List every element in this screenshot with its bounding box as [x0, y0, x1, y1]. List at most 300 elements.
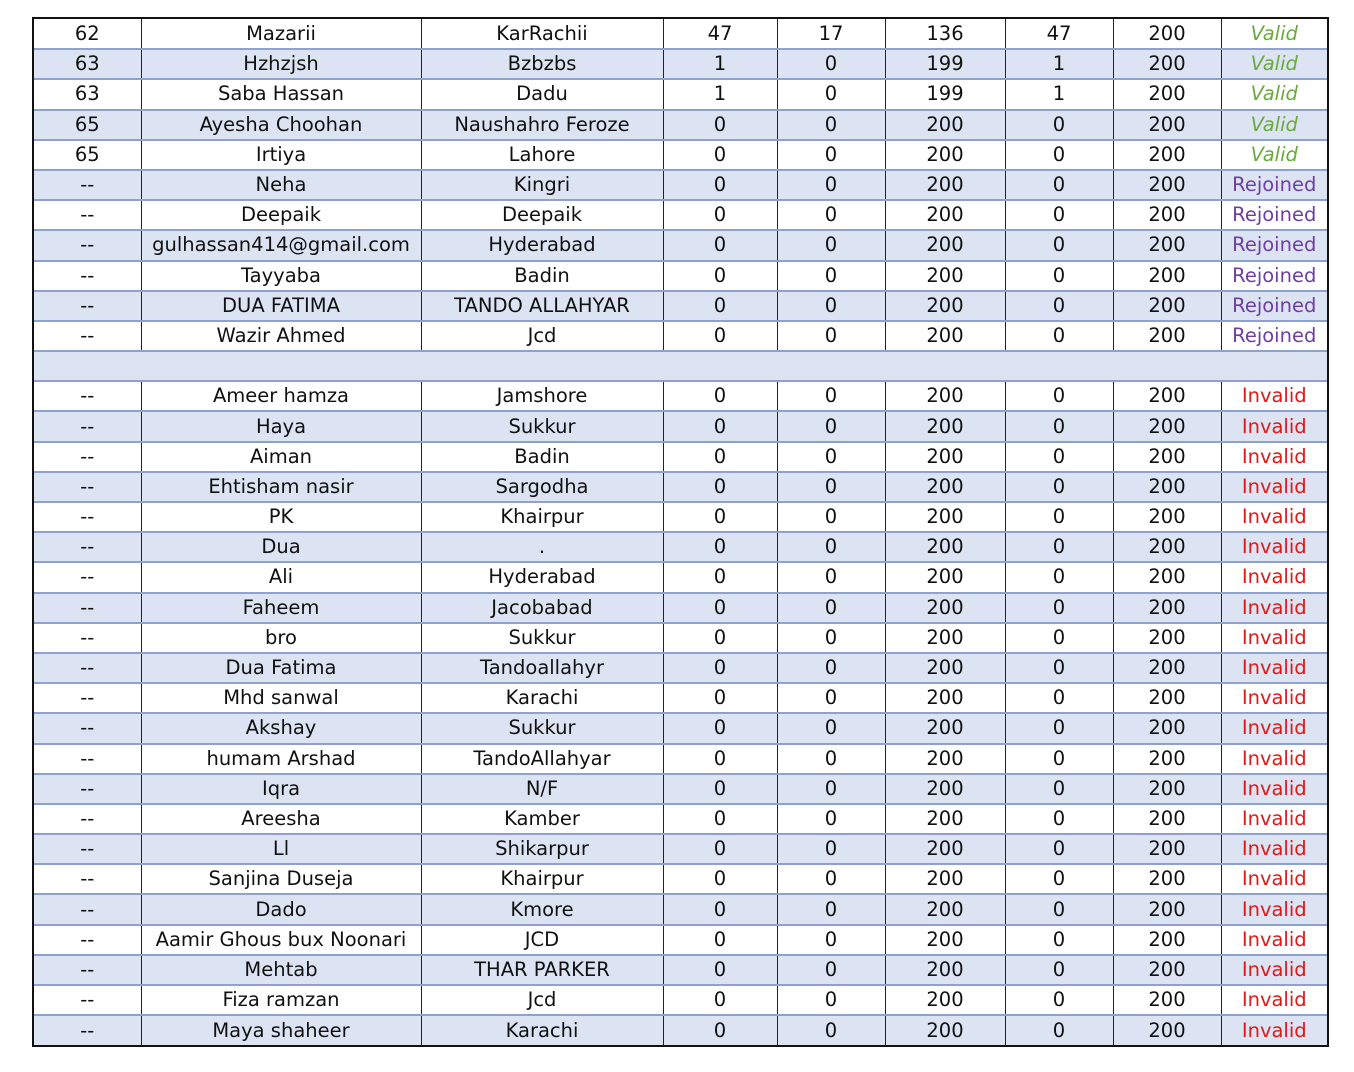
value-cell-4: 0	[1005, 774, 1113, 804]
status-cell: Invalid	[1221, 985, 1327, 1015]
name-cell: Ll	[141, 834, 421, 864]
total-cell: 200	[1113, 894, 1221, 924]
city-cell: Khairpur	[421, 502, 663, 532]
rank-cell: --	[34, 472, 141, 502]
total-cell: 200	[1113, 381, 1221, 411]
status-cell: Invalid	[1221, 834, 1327, 864]
value-cell-1: 0	[663, 140, 777, 170]
total-cell: 200	[1113, 653, 1221, 683]
value-cell-2: 0	[777, 79, 885, 109]
value-cell-4: 0	[1005, 925, 1113, 955]
total-cell: 200	[1113, 19, 1221, 49]
status-cell: Valid	[1221, 140, 1327, 170]
value-cell-2: 0	[777, 804, 885, 834]
status-cell: Invalid	[1221, 925, 1327, 955]
value-cell-1: 0	[663, 653, 777, 683]
value-cell-2: 0	[777, 894, 885, 924]
status-cell: Valid	[1221, 110, 1327, 140]
name-cell: Maya shaheer	[141, 1015, 421, 1045]
name-cell: Aamir Ghous bux Noonari	[141, 925, 421, 955]
table-row	[34, 562, 1327, 592]
status-cell: Rejoined	[1221, 230, 1327, 260]
name-cell: Mazarii	[141, 19, 421, 49]
value-cell-2: 0	[777, 381, 885, 411]
table-row	[34, 19, 1327, 49]
table-row	[34, 110, 1327, 140]
name-cell: Dua Fatima	[141, 653, 421, 683]
separator-row	[34, 351, 1327, 381]
status-cell: Invalid	[1221, 502, 1327, 532]
value-cell-3: 200	[885, 381, 1005, 411]
total-cell: 200	[1113, 774, 1221, 804]
table-row	[34, 593, 1327, 623]
city-cell: Shikarpur	[421, 834, 663, 864]
status-cell: Invalid	[1221, 593, 1327, 623]
value-cell-2: 0	[777, 653, 885, 683]
value-cell-1: 0	[663, 774, 777, 804]
table-row	[34, 864, 1327, 894]
name-cell: Fiza ramzan	[141, 985, 421, 1015]
status-cell: Invalid	[1221, 1015, 1327, 1045]
name-cell: Irtiya	[141, 140, 421, 170]
table-row	[34, 170, 1327, 200]
name-cell: Akshay	[141, 713, 421, 743]
value-cell-2: 0	[777, 562, 885, 592]
value-cell-2: 0	[777, 321, 885, 351]
value-cell-2: 0	[777, 623, 885, 653]
value-cell-3: 200	[885, 170, 1005, 200]
status-cell: Valid	[1221, 79, 1327, 109]
value-cell-1: 0	[663, 894, 777, 924]
city-cell: Kamber	[421, 804, 663, 834]
rank-cell: 63	[34, 79, 141, 109]
value-cell-1: 0	[663, 261, 777, 291]
table-row	[34, 532, 1327, 562]
table-row	[34, 472, 1327, 502]
city-cell: TandoAllahyar	[421, 744, 663, 774]
city-cell: Sargodha	[421, 472, 663, 502]
city-cell: Bzbzbs	[421, 49, 663, 79]
status-cell: Invalid	[1221, 864, 1327, 894]
value-cell-3: 200	[885, 502, 1005, 532]
city-cell: TANDO ALLAHYAR	[421, 291, 663, 321]
value-cell-2: 0	[777, 744, 885, 774]
total-cell: 200	[1113, 623, 1221, 653]
total-cell: 200	[1113, 261, 1221, 291]
rank-cell: --	[34, 834, 141, 864]
value-cell-3: 136	[885, 19, 1005, 49]
table-row	[34, 502, 1327, 532]
value-cell-3: 200	[885, 894, 1005, 924]
city-cell: Badin	[421, 442, 663, 472]
rank-cell: --	[34, 1015, 141, 1045]
value-cell-1: 0	[663, 683, 777, 713]
table-row	[34, 955, 1327, 985]
table-row	[34, 925, 1327, 955]
value-cell-3: 200	[885, 411, 1005, 441]
value-cell-4: 0	[1005, 985, 1113, 1015]
name-cell: PK	[141, 502, 421, 532]
city-cell: Sukkur	[421, 411, 663, 441]
status-cell: Rejoined	[1221, 261, 1327, 291]
value-cell-3: 200	[885, 230, 1005, 260]
value-cell-3: 200	[885, 744, 1005, 774]
total-cell: 200	[1113, 321, 1221, 351]
status-cell: Rejoined	[1221, 200, 1327, 230]
name-cell: Dado	[141, 894, 421, 924]
status-cell: Invalid	[1221, 804, 1327, 834]
value-cell-4: 0	[1005, 593, 1113, 623]
city-cell: Sukkur	[421, 623, 663, 653]
city-cell: JCD	[421, 925, 663, 955]
total-cell: 200	[1113, 562, 1221, 592]
value-cell-4: 0	[1005, 321, 1113, 351]
total-cell: 200	[1113, 1015, 1221, 1045]
name-cell: Areesha	[141, 804, 421, 834]
city-cell: Kmore	[421, 894, 663, 924]
city-cell: Hyderabad	[421, 230, 663, 260]
status-cell: Invalid	[1221, 562, 1327, 592]
total-cell: 200	[1113, 230, 1221, 260]
total-cell: 200	[1113, 472, 1221, 502]
rank-cell: --	[34, 623, 141, 653]
value-cell-4: 0	[1005, 562, 1113, 592]
value-cell-2: 0	[777, 200, 885, 230]
table-row	[34, 713, 1327, 743]
value-cell-2: 0	[777, 230, 885, 260]
status-cell: Invalid	[1221, 442, 1327, 472]
status-cell: Valid	[1221, 49, 1327, 79]
name-cell: Ehtisham nasir	[141, 472, 421, 502]
value-cell-1: 1	[663, 79, 777, 109]
value-cell-4: 1	[1005, 49, 1113, 79]
table-row	[34, 321, 1327, 351]
city-cell: Badin	[421, 261, 663, 291]
status-cell: Rejoined	[1221, 291, 1327, 321]
value-cell-3: 200	[885, 804, 1005, 834]
city-cell: Kingri	[421, 170, 663, 200]
value-cell-1: 0	[663, 593, 777, 623]
value-cell-2: 0	[777, 110, 885, 140]
rank-cell: --	[34, 261, 141, 291]
rank-cell: --	[34, 200, 141, 230]
table-row	[34, 894, 1327, 924]
status-cell: Invalid	[1221, 683, 1327, 713]
value-cell-1: 0	[663, 442, 777, 472]
value-cell-1: 0	[663, 804, 777, 834]
value-cell-4: 0	[1005, 955, 1113, 985]
value-cell-3: 200	[885, 110, 1005, 140]
value-cell-4: 0	[1005, 864, 1113, 894]
value-cell-1: 0	[663, 532, 777, 562]
value-cell-4: 0	[1005, 381, 1113, 411]
city-cell: Sukkur	[421, 713, 663, 743]
status-cell: Invalid	[1221, 472, 1327, 502]
status-cell: Invalid	[1221, 381, 1327, 411]
value-cell-2: 0	[777, 834, 885, 864]
status-cell: Invalid	[1221, 713, 1327, 743]
rank-cell: --	[34, 170, 141, 200]
table-row	[34, 411, 1327, 441]
name-cell: Ali	[141, 562, 421, 592]
total-cell: 200	[1113, 985, 1221, 1015]
total-cell: 200	[1113, 411, 1221, 441]
value-cell-3: 200	[885, 1015, 1005, 1045]
city-cell: Naushahro Feroze	[421, 110, 663, 140]
value-cell-1: 0	[663, 955, 777, 985]
table-row	[34, 653, 1327, 683]
rank-cell: --	[34, 713, 141, 743]
value-cell-4: 0	[1005, 411, 1113, 441]
name-cell: gulhassan414@gmail.com	[141, 230, 421, 260]
total-cell: 200	[1113, 140, 1221, 170]
results-table	[34, 19, 1327, 1045]
city-cell: Dadu	[421, 79, 663, 109]
name-cell: Mehtab	[141, 955, 421, 985]
total-cell: 200	[1113, 442, 1221, 472]
rank-cell: 63	[34, 49, 141, 79]
value-cell-4: 0	[1005, 532, 1113, 562]
value-cell-1: 0	[663, 472, 777, 502]
value-cell-1: 0	[663, 562, 777, 592]
city-cell: N/F	[421, 774, 663, 804]
value-cell-2: 0	[777, 140, 885, 170]
value-cell-1: 0	[663, 713, 777, 743]
table-row	[34, 442, 1327, 472]
value-cell-4: 0	[1005, 834, 1113, 864]
rank-cell: --	[34, 894, 141, 924]
value-cell-2: 17	[777, 19, 885, 49]
value-cell-3: 200	[885, 653, 1005, 683]
rank-cell: --	[34, 321, 141, 351]
value-cell-3: 199	[885, 49, 1005, 79]
status-cell: Invalid	[1221, 653, 1327, 683]
value-cell-4: 0	[1005, 894, 1113, 924]
status-cell: Invalid	[1221, 532, 1327, 562]
value-cell-2: 0	[777, 170, 885, 200]
table-row	[34, 261, 1327, 291]
value-cell-1: 0	[663, 925, 777, 955]
value-cell-2: 0	[777, 291, 885, 321]
value-cell-1: 47	[663, 19, 777, 49]
value-cell-3: 200	[885, 985, 1005, 1015]
total-cell: 200	[1113, 955, 1221, 985]
status-cell: Invalid	[1221, 774, 1327, 804]
value-cell-1: 0	[663, 411, 777, 441]
total-cell: 200	[1113, 110, 1221, 140]
table-row	[34, 79, 1327, 109]
rank-cell: --	[34, 925, 141, 955]
value-cell-2: 0	[777, 1015, 885, 1045]
name-cell: Wazir Ahmed	[141, 321, 421, 351]
value-cell-4: 0	[1005, 170, 1113, 200]
city-cell: THAR PARKER	[421, 955, 663, 985]
results-sheet	[32, 17, 1329, 1047]
rank-cell: --	[34, 744, 141, 774]
value-cell-4: 47	[1005, 19, 1113, 49]
value-cell-2: 0	[777, 713, 885, 743]
table-row	[34, 140, 1327, 170]
separator-cell	[34, 351, 1327, 381]
value-cell-1: 0	[663, 321, 777, 351]
table-body	[34, 19, 1327, 1045]
name-cell: Faheem	[141, 593, 421, 623]
value-cell-1: 0	[663, 1015, 777, 1045]
total-cell: 200	[1113, 804, 1221, 834]
value-cell-1: 1	[663, 49, 777, 79]
value-cell-3: 199	[885, 79, 1005, 109]
city-cell: Jacobabad	[421, 593, 663, 623]
name-cell: Dua	[141, 532, 421, 562]
name-cell: Saba Hassan	[141, 79, 421, 109]
value-cell-1: 0	[663, 744, 777, 774]
value-cell-1: 0	[663, 291, 777, 321]
name-cell: bro	[141, 623, 421, 653]
value-cell-1: 0	[663, 200, 777, 230]
value-cell-4: 0	[1005, 744, 1113, 774]
name-cell: Tayyaba	[141, 261, 421, 291]
city-cell: Karachi	[421, 1015, 663, 1045]
value-cell-2: 0	[777, 864, 885, 894]
name-cell: Mhd sanwal	[141, 683, 421, 713]
status-cell: Rejoined	[1221, 170, 1327, 200]
value-cell-4: 0	[1005, 623, 1113, 653]
name-cell: Haya	[141, 411, 421, 441]
total-cell: 200	[1113, 532, 1221, 562]
value-cell-3: 200	[885, 623, 1005, 653]
value-cell-2: 0	[777, 955, 885, 985]
value-cell-2: 0	[777, 925, 885, 955]
value-cell-4: 0	[1005, 200, 1113, 230]
city-cell: Deepaik	[421, 200, 663, 230]
total-cell: 200	[1113, 170, 1221, 200]
value-cell-2: 0	[777, 472, 885, 502]
value-cell-1: 0	[663, 985, 777, 1015]
rank-cell: --	[34, 502, 141, 532]
value-cell-4: 0	[1005, 653, 1113, 683]
total-cell: 200	[1113, 49, 1221, 79]
status-cell: Invalid	[1221, 411, 1327, 441]
city-cell: Lahore	[421, 140, 663, 170]
status-cell: Invalid	[1221, 744, 1327, 774]
table-row	[34, 381, 1327, 411]
rank-cell: --	[34, 593, 141, 623]
name-cell: Neha	[141, 170, 421, 200]
value-cell-2: 0	[777, 261, 885, 291]
value-cell-4: 0	[1005, 472, 1113, 502]
name-cell: Ayesha Choohan	[141, 110, 421, 140]
value-cell-3: 200	[885, 955, 1005, 985]
value-cell-3: 200	[885, 261, 1005, 291]
rank-cell: --	[34, 985, 141, 1015]
rank-cell: --	[34, 442, 141, 472]
value-cell-4: 0	[1005, 230, 1113, 260]
value-cell-3: 200	[885, 442, 1005, 472]
name-cell: Deepaik	[141, 200, 421, 230]
value-cell-4: 0	[1005, 683, 1113, 713]
total-cell: 200	[1113, 200, 1221, 230]
city-cell: Hyderabad	[421, 562, 663, 592]
value-cell-1: 0	[663, 230, 777, 260]
total-cell: 200	[1113, 79, 1221, 109]
table-row	[34, 623, 1327, 653]
value-cell-2: 0	[777, 442, 885, 472]
total-cell: 200	[1113, 683, 1221, 713]
value-cell-3: 200	[885, 834, 1005, 864]
name-cell: Ameer hamza	[141, 381, 421, 411]
value-cell-1: 0	[663, 170, 777, 200]
table-row	[34, 744, 1327, 774]
rank-cell: 65	[34, 140, 141, 170]
rank-cell: --	[34, 381, 141, 411]
value-cell-1: 0	[663, 623, 777, 653]
table-row	[34, 1015, 1327, 1045]
table-row	[34, 49, 1327, 79]
city-cell: KarRachii	[421, 19, 663, 49]
rank-cell: --	[34, 955, 141, 985]
rank-cell: --	[34, 562, 141, 592]
value-cell-3: 200	[885, 713, 1005, 743]
table-row	[34, 291, 1327, 321]
value-cell-3: 200	[885, 472, 1005, 502]
name-cell: DUA FATIMA	[141, 291, 421, 321]
rank-cell: --	[34, 653, 141, 683]
rank-cell: --	[34, 291, 141, 321]
table-row	[34, 985, 1327, 1015]
table-row	[34, 774, 1327, 804]
value-cell-1: 0	[663, 381, 777, 411]
value-cell-1: 0	[663, 110, 777, 140]
value-cell-3: 200	[885, 321, 1005, 351]
name-cell: Aiman	[141, 442, 421, 472]
value-cell-2: 0	[777, 985, 885, 1015]
total-cell: 200	[1113, 744, 1221, 774]
rank-cell: --	[34, 683, 141, 713]
value-cell-4: 0	[1005, 140, 1113, 170]
value-cell-3: 200	[885, 140, 1005, 170]
city-cell: Tandoallahyr	[421, 653, 663, 683]
value-cell-3: 200	[885, 562, 1005, 592]
city-cell: Jcd	[421, 321, 663, 351]
value-cell-2: 0	[777, 502, 885, 532]
city-cell: .	[421, 532, 663, 562]
status-cell: Invalid	[1221, 894, 1327, 924]
value-cell-3: 200	[885, 683, 1005, 713]
rank-cell: 65	[34, 110, 141, 140]
name-cell: Sanjina Duseja	[141, 864, 421, 894]
table-row	[34, 804, 1327, 834]
city-cell: Jcd	[421, 985, 663, 1015]
value-cell-4: 1	[1005, 79, 1113, 109]
value-cell-3: 200	[885, 774, 1005, 804]
value-cell-2: 0	[777, 683, 885, 713]
value-cell-4: 0	[1005, 291, 1113, 321]
city-cell: Karachi	[421, 683, 663, 713]
table-row	[34, 834, 1327, 864]
total-cell: 200	[1113, 834, 1221, 864]
total-cell: 200	[1113, 502, 1221, 532]
value-cell-3: 200	[885, 593, 1005, 623]
name-cell: Iqra	[141, 774, 421, 804]
status-cell: Invalid	[1221, 623, 1327, 653]
value-cell-1: 0	[663, 834, 777, 864]
value-cell-1: 0	[663, 502, 777, 532]
total-cell: 200	[1113, 925, 1221, 955]
value-cell-4: 0	[1005, 713, 1113, 743]
value-cell-4: 0	[1005, 804, 1113, 834]
value-cell-2: 0	[777, 774, 885, 804]
value-cell-4: 0	[1005, 502, 1113, 532]
